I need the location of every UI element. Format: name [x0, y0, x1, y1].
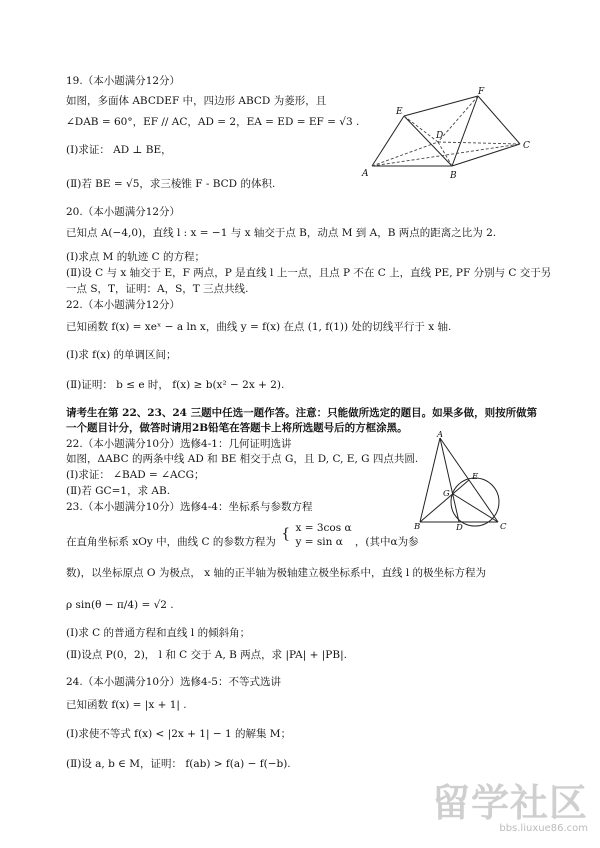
q22-line1: 如图，ΔABC 的两条中线 AD 和 BE 相交于点 G，且 D, C, E, G 四点共圆.: [66, 453, 419, 465]
label-b: B: [414, 522, 421, 530]
label-d: D: [456, 523, 463, 530]
q21-part1: (Ⅰ)求 f(x) 的单调区间；: [66, 349, 177, 361]
edge-fc: [478, 96, 520, 144]
q23-eq2: y = sin α: [295, 536, 343, 548]
q24-header: 24.（本小题满分10分）选修4-5：不等式选讲: [66, 676, 281, 688]
label-g: G: [443, 489, 450, 499]
label-c: C: [523, 141, 530, 151]
edge-fd: [438, 96, 478, 142]
q23-eq1: x = 3cos α: [295, 522, 352, 534]
label-e: E: [472, 472, 479, 482]
q19-polyhedron-figure: [358, 86, 538, 182]
watermark-brand: 留学社区: [431, 781, 588, 825]
q19-part2: (Ⅱ)若 BE = √5，求三棱锥 F - BCD 的体积.: [66, 178, 276, 190]
q19-line1: 如图，多面体 ABCDEF 中，四边形 ABCD 为菱形，且: [66, 95, 327, 107]
q19-part1: (Ⅰ)求证： AD ⊥ BE，: [66, 144, 172, 156]
edge-dc: [438, 142, 520, 144]
q23-line3: ρ sin(θ − π/4) = √2 .: [66, 599, 174, 611]
edge-ad: [372, 142, 438, 166]
notice-line2: 一个题目计分，做答时请用2B铅笔在答题卡上将所选题号后的方框涂黑。: [66, 422, 408, 434]
brace-icon: {: [281, 526, 291, 542]
q19-line2: ∠DAB = 60°，EF // AC，AD = 2，EA = ED = EF = √3 .: [66, 116, 360, 128]
q24-line1: 已知函数 f(x) = |x + 1| .: [66, 699, 187, 711]
q24-part2: (Ⅱ)设 a, b ∈ M，证明： f(ab) > f(a) − f(−b).: [66, 758, 291, 770]
edge-be: [404, 116, 452, 166]
q21-header: 22.（本小题满分12分）: [66, 299, 181, 311]
q23-header: 23.（本小题满分10分）选修4-4：坐标系与参数方程: [66, 501, 313, 513]
edge-ed: [404, 116, 438, 142]
segment-gc: [453, 494, 498, 522]
label-b: B: [450, 171, 457, 181]
q21-part2: (Ⅱ)证明： b ≤ e 时， f(x) ≥ b(x² − 2x + 2).: [66, 379, 285, 391]
q24-part1: (Ⅰ)求使不等式 f(x) < |2x + 1| − 1 的解集 M；: [66, 728, 292, 740]
label-a: A: [362, 169, 369, 179]
q22-header: 22.（本小题满分10分）选修4-1：几何证明选讲: [66, 438, 292, 450]
median-be: [420, 480, 469, 522]
q23-line1-pre: 在直角坐标系 xOy 中，曲线 C 的参数方程为: [66, 536, 276, 548]
q19-header: 19.（本小题满分12分）: [66, 75, 181, 87]
label-f: F: [478, 87, 485, 97]
q23-line1-post: ，(其中α为参: [354, 536, 419, 548]
watermark: [432, 783, 588, 834]
q22-part1: (Ⅰ)求证： ∠BAD = ∠ACG；: [66, 469, 205, 481]
q21-line1: 已知函数 f(x) = xeˣ − a ln x，曲线 y = f(x) 在点 (1, f(1)) 处的切线平行于 x 轴.: [66, 321, 452, 333]
q23-line1: [66, 522, 419, 556]
edge-ef: [404, 96, 478, 116]
q22-part2: (Ⅱ)若 GC=1，求 AB.: [66, 485, 171, 497]
edge-bc: [452, 144, 520, 166]
edge-ae: [372, 116, 404, 166]
q20-part2a: (Ⅱ)设 C 与 x 轴交于 E，F 两点，P 是直线 l 上一点，且点 P 不在 C 上，直线 PE, PF 分别与 C 交于另: [66, 267, 552, 279]
label-a: A: [437, 430, 444, 440]
edge-fb: [452, 96, 478, 166]
side-ab: [420, 438, 440, 522]
label-d: D: [436, 131, 444, 141]
label-c: C: [500, 522, 507, 530]
notice-line1: 请考生在第 22、23、24 三题中任选一题作答。注意：只能做所选定的题目。如果多做，则按所做第: [66, 407, 538, 419]
q23-part1: (Ⅰ)求 C 的普通方程和直线 l 的倾斜角；: [66, 627, 251, 639]
median-ad: [440, 438, 459, 522]
watermark-url: bbs.liuxue86.com: [499, 823, 588, 834]
q20-part2b: 一点 S，T，证明：A，S，T 三点共线.: [66, 283, 249, 295]
q23-part2: (Ⅱ)设点 P(0，2)， l 和 C 交于 A, B 两点，求 |PA| + |PB|.: [66, 649, 347, 661]
q20-header: 20.（本小题满分12分）: [66, 206, 181, 218]
q20-line1: 已知点 A(−4,0)，直线 l : x = −1 与 x 轴交于点 B，动点 M 到 A，B 两点的距离之比为 2.: [66, 227, 497, 239]
q23-param-eqs: [295, 521, 351, 549]
q22-triangle-circle-figure: [414, 430, 514, 530]
circle-dceg: [451, 478, 499, 526]
q23-line2: 数)，以坐标原点 O 为极点， x 轴的正半轴为极轴建立极坐标系中，直线 l 的极坐标方程为: [66, 567, 487, 579]
q20-part1: (Ⅰ)求点 M 的轨迹 C 的方程；: [66, 251, 205, 263]
label-e: E: [396, 107, 403, 117]
